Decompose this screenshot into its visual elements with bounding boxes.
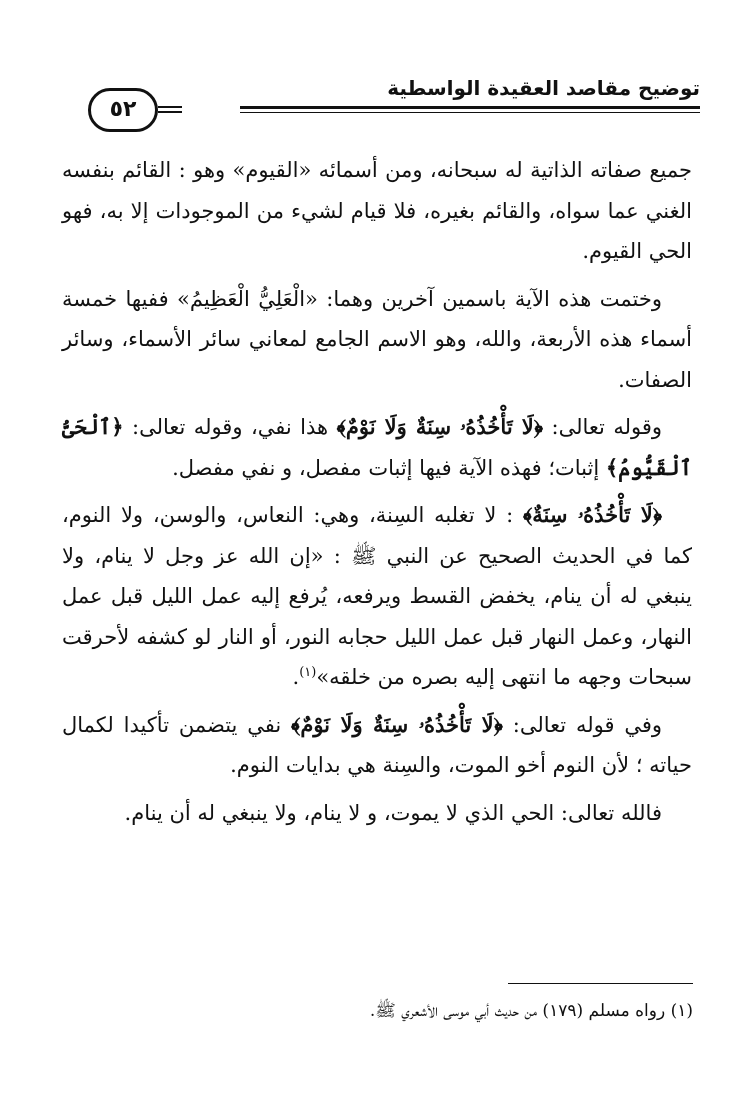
page-number-badge [60,88,700,138]
footnote-separator [508,983,693,984]
footnote-reference[interactable]: (١) [299,665,317,680]
paragraph-5-intro: وفي قوله تعالى: [502,712,663,737]
paragraph-6-text: فالله تعالى: الحي الذي لا يموت، و لا ينام، ولا ينبغي له أن ينام. [124,800,662,825]
paragraph-5-text: نفي يتضمن تأكيدا لكمال حياته ؛ لأن النوم أخو الموت، والسِنة هي بدايات النوم. [62,712,692,777]
paragraph-4-text: : لا تغلبه السِنة، وهي: النعاس، والوسن، ولا النوم، كما في الحديث الصحيح عن النبي ﷺ : «إن الله عز وجل لا ينام، ولا ينبغي له أن ينام، يخفض القسط ويرفعه، يُرفع إليه عمل الليل قبل عمل النهار، وعمل النهار قبل عمل الليل حجابه النور، أو النار لو كشفه لأحرقت سبحات وجهه ما انتهى إليه بصره من خلقه» [62,503,692,689]
paragraph-4-end: . [292,665,300,689]
paragraph-5 [62,705,692,786]
paragraph-3-end: إثبات؛ فهذه الآية فيها إثبات مفصل، و نفي مفصل. [172,455,606,480]
quran-verse-3: ﴿لَا تَأْخُذُهُۥ سِنَةٌ﴾ [522,502,662,527]
paragraph-3-intro: وقوله تعالى: [543,415,663,439]
quran-verse-1: ﴿لَا تَأْخُذُهُۥ سِنَةٌ وَلَا نَوْمٌ﴾ [336,414,544,439]
paragraph-1-text: جميع صفاته الذاتية له سبحانه، ومن أسمائه «القيوم» وهو : القائم بنفسه الغني عما سواه، والقائم بغيره، فلا قيام لشيء من الموجودات إلا به، فهو الحي القيوم. [62,158,692,263]
page-number: ٥٢ [109,97,137,122]
badge-ornament-lines [158,106,182,116]
paragraph-4 [62,495,692,698]
quran-verse-2: ﴿ٱلْحَىُّ ٱلْقَيُّومُ﴾ [62,414,692,480]
paragraph-3 [62,407,692,488]
footnote [63,998,693,1024]
paragraph-2-text: وختمت هذه الآية باسمين آخرين وهما: «الْعَلِيُّ الْعَظِيمُ» ففيها خمسة أسماء هذه الأربعة، والله، وهو الاسم الجامع لمعاني سائر الأسماء، وسائر الصفات. [62,286,692,392]
paragraph-3-middle: هذا نفي، وقوله تعالى: [123,415,337,439]
paragraph-1 [62,150,692,272]
footnote-marker: (١) [670,1001,693,1021]
footnote-text: رواه مسلم (١٧٩) من حديث أبي موسى الأشعري ﷺ. [369,1001,666,1021]
page-header [60,70,700,140]
quran-verse-4: ﴿لَا تَأْخُذُهُۥ سِنَةٌ وَلَا نَوْمٌ﴾ [291,711,503,737]
page-body [62,150,692,840]
running-title: توضيح مقاصد العقيدة الواسطية [387,76,700,100]
paragraph-2 [62,279,692,401]
page-number-oval [88,88,158,132]
paragraph-6 [62,793,692,834]
